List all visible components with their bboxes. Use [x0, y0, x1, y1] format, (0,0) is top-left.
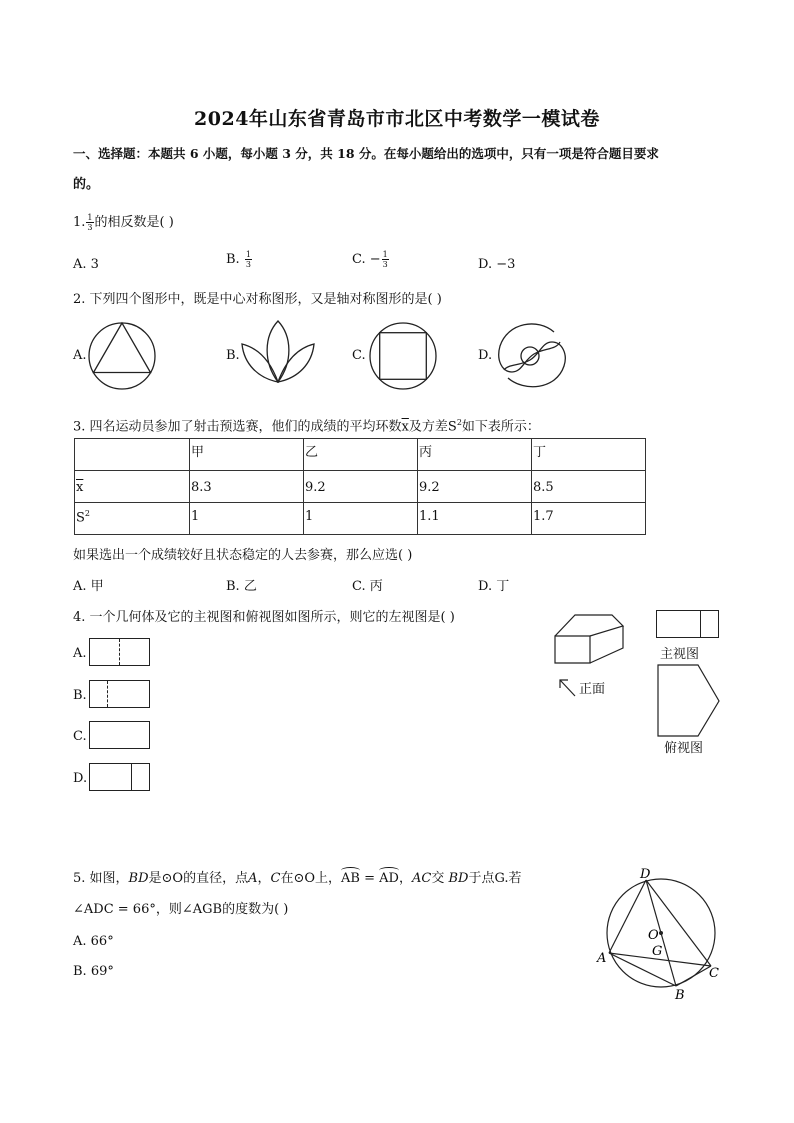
- q3-option-d[interactable]: D. 丁: [478, 579, 510, 594]
- q4-option-c-label[interactable]: C.: [73, 729, 87, 744]
- table-row-label: $S^2$: [75, 503, 190, 535]
- front-label: 正面: [579, 682, 606, 697]
- table-row-label: $\overline{x}$: [75, 471, 190, 503]
- question-5-stem: 5. 如图，BD是⊙O的直径，点A，C在⊙O上，AB = AD，AC交 BD于点G.若: [73, 871, 522, 886]
- side-view-option-b[interactable]: [89, 680, 150, 708]
- x-bar: $\overline{x}$: [401, 419, 409, 435]
- point-label-b: B: [675, 988, 685, 1003]
- q2-option-b-label[interactable]: B.: [226, 348, 240, 363]
- swirl-figure: [494, 320, 570, 392]
- table-cell: 9.2: [418, 471, 532, 503]
- table-cell: 1.1: [418, 503, 532, 535]
- hidden-edge-line: [107, 681, 108, 707]
- q3-option-b[interactable]: B. 乙: [226, 579, 257, 594]
- top-view-figure: [656, 663, 722, 739]
- top-view-label: 俯视图: [664, 741, 704, 756]
- question-4-stem: 4. 一个几何体及它的主视图和俯视图如图所示，则它的左视图是( ): [73, 610, 455, 625]
- q4-option-d-label[interactable]: D.: [73, 771, 88, 786]
- q3-option-a[interactable]: A. 甲: [73, 579, 104, 594]
- table-row: [75, 503, 646, 535]
- arc-ad: AD: [379, 871, 399, 886]
- visible-edge-line: [131, 764, 132, 790]
- q4-option-a-label[interactable]: A.: [73, 646, 87, 661]
- point-label-c: C: [709, 966, 719, 981]
- q1-option-b[interactable]: B. $\frac{1}{3}$: [226, 250, 251, 269]
- point-label-o: O: [648, 928, 659, 943]
- q3-option-c[interactable]: C. 丙: [352, 579, 383, 594]
- table-header-cell: 丙: [418, 439, 532, 471]
- main-view-label: 主视图: [660, 647, 700, 662]
- question-3-follow: 如果选出一个成绩较好且状态稳定的人去参赛，那么应选( ): [73, 548, 413, 563]
- page-title: 2024年山东省青岛市市北区中考数学一模试卷: [194, 108, 600, 130]
- fraction: $\frac{1}{3}$: [87, 213, 93, 232]
- main-view-figure: [656, 610, 719, 638]
- q5-option-a[interactable]: A. 66°: [73, 934, 114, 949]
- q1-option-d[interactable]: D. −3: [478, 257, 516, 272]
- point-label-a: A: [597, 951, 607, 966]
- table-cell: 9.2: [304, 471, 418, 503]
- arrow-icon: [560, 680, 575, 696]
- circle-geometry-figure: [595, 863, 731, 1003]
- side-view-option-d[interactable]: [89, 763, 150, 791]
- table-cell: 1.7: [532, 503, 646, 535]
- question-2-stem: 2. 下列四个图形中，既是中心对称图形，又是轴对称图形的是( ): [73, 292, 442, 307]
- table-cell: 8.3: [190, 471, 304, 503]
- point-label-g: G: [652, 944, 663, 959]
- table-row: [75, 471, 646, 503]
- question-1-text: 的相反数是( ): [94, 215, 174, 230]
- fraction: $\frac{1}{3}$: [245, 250, 251, 269]
- point-label-d: D: [640, 867, 651, 882]
- arc-ab: AB: [341, 871, 360, 886]
- question-number: 1.: [73, 215, 86, 230]
- q2-option-d-label[interactable]: D.: [478, 348, 493, 363]
- side-view-option-c[interactable]: [89, 721, 150, 749]
- question-5-line2: ∠ADC = 66°，则∠AGB的度数为( ): [73, 902, 289, 917]
- visible-edge-line: [700, 611, 701, 637]
- table-cell: 8.5: [532, 471, 646, 503]
- lotus-figure: [238, 318, 318, 390]
- table-header-row: [75, 439, 646, 471]
- table-cell: 1: [190, 503, 304, 535]
- fraction: $\frac{1}{3}$: [382, 250, 388, 269]
- q1-option-a[interactable]: A. 3: [73, 257, 99, 272]
- q4-option-b-label[interactable]: B.: [73, 688, 87, 703]
- section-heading-line1: 一、选择题：本题共 6 小题，每小题 3 分，共 18 分。在每小题给出的选项中，只有一项是符合题目要求: [73, 146, 659, 161]
- q2-option-c-label[interactable]: C.: [352, 348, 366, 363]
- circle-square-figure: [367, 320, 439, 392]
- table-cell: 1: [304, 503, 418, 535]
- hidden-edge-line: [119, 639, 120, 665]
- section-heading-line2: 的。: [73, 177, 100, 192]
- table-header-cell: 甲: [190, 439, 304, 471]
- table-header-cell: 乙: [304, 439, 418, 471]
- q1-option-c[interactable]: C. − $\frac{1}{3}$: [352, 250, 388, 269]
- q2-option-a-label[interactable]: A.: [73, 348, 87, 363]
- table-header-cell: 丁: [532, 439, 646, 471]
- table-cell: [75, 439, 190, 471]
- question-3-stem: 3. 四名运动员参加了射击预选赛，他们的成绩的平均环数$\overline{x}$及方差$S^2$如下表所示：: [73, 418, 540, 435]
- circle-triangle-figure: [85, 320, 159, 392]
- variance-symbol: S: [447, 419, 457, 435]
- q5-option-b[interactable]: B. 69°: [73, 964, 114, 979]
- score-table: [74, 438, 646, 535]
- question-1-stem: [73, 213, 174, 232]
